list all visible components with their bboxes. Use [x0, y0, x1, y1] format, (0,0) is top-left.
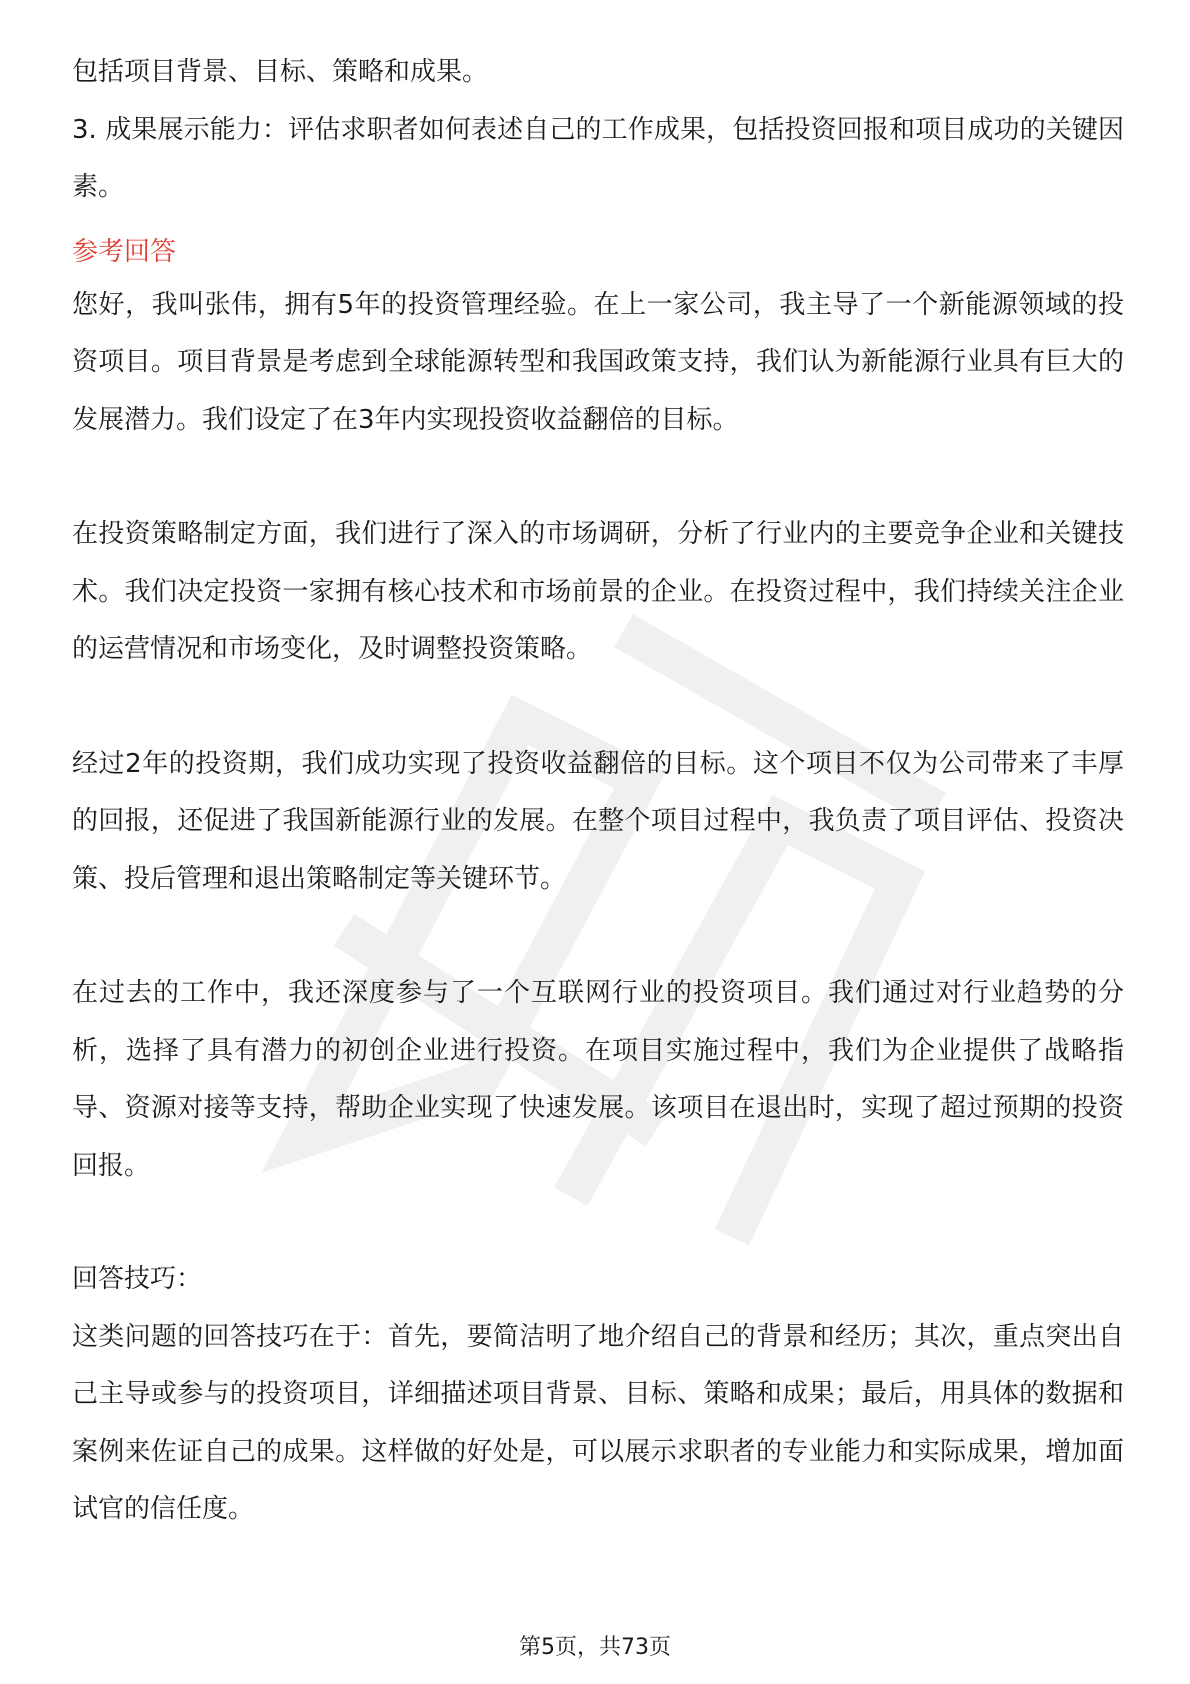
document-body — [72, 44, 1124, 1539]
answer-paragraph-1: 您好，我叫张伟，拥有5年的投资管理经验。在上一家公司，我主导了一个新能源领域的投资项目。项目背景是考虑到全球能源转型和我国政策支持，我们认为新能源行业具有巨大的发展潜力。我们设定了在3年内实现投资收益翻倍的目标。 — [72, 289, 1124, 435]
answer-tips-text: 这类问题的回答技巧在于：首先，要简洁明了地介绍自己的背景和经历；其次，重点突出自己主导或参与的投资项目，详细描述项目背景、目标、策略和成果；最后，用具体的数据和案例来佐证自己的成果。这样做的好处是，可以展示求职者的专业能力和实际成果，增加面试官的信任度。 — [72, 1321, 1124, 1524]
answer-tips-heading: 回答技巧： — [72, 1264, 203, 1294]
intro-line: 包括项目背景、目标、策略和成果。 — [72, 57, 489, 87]
answer-paragraph-4: 在过去的工作中，我还深度参与了一个互联网行业的投资项目。我们通过对行业趋势的分析，选择了具有潜力的初创企业进行投资。在项目实施过程中，我们为企业提供了战略指导、资源对接等支持，帮助企业实现了快速发展。该项目在退出时，实现了超过预期的投资回报。 — [72, 978, 1124, 1181]
reference-answer-heading: 参考回答 — [72, 236, 177, 267]
intro-item-3: 3. 成果展示能力：评估求职者如何表述自己的工作成果，包括投资回报和项目成功的关键因素。 — [72, 114, 1124, 202]
answer-paragraph-3: 经过2年的投资期，我们成功实现了投资收益翻倍的目标。这个项目不仅为公司带来了丰厚的回报，还促进了我国新能源行业的发展。在整个项目过程中，我负责了项目评估、投资决策、投后管理和退出策略制定等关键环节。 — [72, 748, 1124, 894]
page-number: 第5页，共73页 — [519, 1635, 671, 1660]
answer-paragraph-2: 在投资策略制定方面，我们进行了深入的市场调研，分析了行业内的主要竞争企业和关键技术。我们决定投资一家拥有核心技术和市场前景的企业。在投资过程中，我们持续关注企业的运营情况和市场变化，及时调整投资策略。 — [72, 519, 1124, 664]
